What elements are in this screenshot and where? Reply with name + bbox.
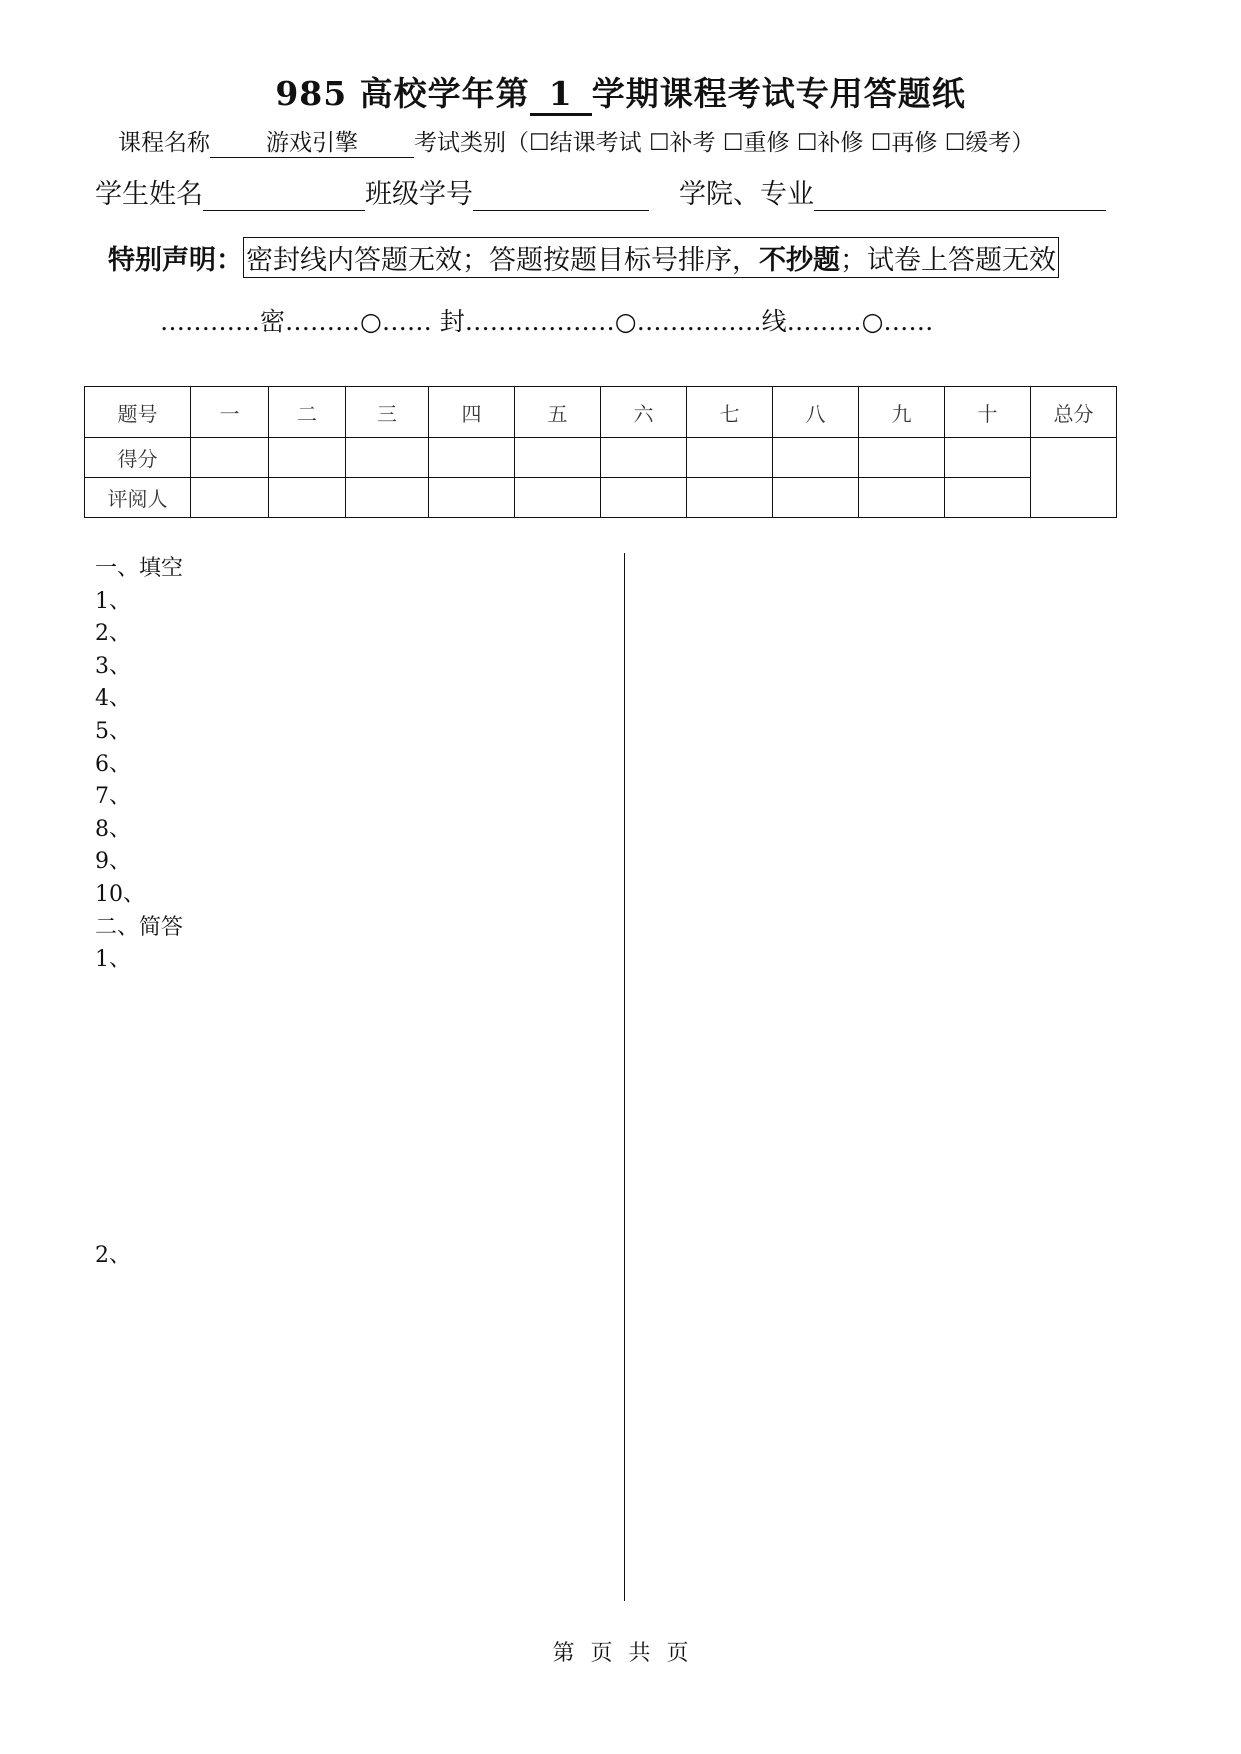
grader-cell[interactable] [191,478,269,518]
course-name-label: 课程名称 [118,130,210,156]
blank-item-7: 7、 [95,784,131,810]
total-score-cell[interactable] [1031,438,1117,518]
blank-item-9: 9、 [95,849,131,875]
section2-title: 二、简答 [95,914,184,940]
header-q8: 八 [773,387,859,438]
exam-type-option-resit[interactable]: ☐再修 [870,130,938,156]
college-major-label: 学院、专业 [679,179,814,210]
page-title [0,68,1241,116]
header-q2: 二 [269,387,346,438]
score-cell[interactable] [515,438,601,478]
blank-item-4: 4、 [95,686,131,712]
score-cell[interactable] [773,438,859,478]
title-suffix: 学期课程考试专用答题纸 [591,74,966,113]
blank-item-3: 3、 [95,653,131,679]
notice-box [243,237,1059,278]
grader-cell[interactable] [773,478,859,518]
notice-text-a: 密封线内答题无效；答题按题目标号排序， [246,245,759,276]
score-cell[interactable] [687,438,773,478]
score-row [85,438,1117,478]
special-notice [108,237,1059,278]
header-total: 总分 [1031,387,1117,438]
blank-item-5: 5、 [95,718,131,744]
score-cell[interactable] [601,438,687,478]
student-name-label: 学生姓名 [95,179,203,210]
header-q9: 九 [859,387,945,438]
blank-item-2: 2、 [95,621,131,647]
score-cell[interactable] [859,438,945,478]
exam-type-option-retake[interactable]: ☐重修 [722,130,790,156]
header-q3: 三 [346,387,429,438]
grader-cell[interactable] [429,478,515,518]
student-info-line [95,172,1106,211]
page-footer [0,1636,1241,1667]
exam-type-close: ） [1011,130,1035,156]
blank-item-10: 10、 [95,881,145,907]
score-table-header-row [85,387,1117,438]
header-q4: 四 [429,387,515,438]
score-table [84,386,1117,518]
grader-cell[interactable] [269,478,346,518]
notice-text-b: ；试卷上答题无效 [840,245,1056,276]
short-answer-2: 2、 [95,1243,131,1268]
grader-row-label: 评阅人 [85,478,191,518]
grader-cell[interactable] [945,478,1031,518]
college-major-field[interactable] [814,179,1106,211]
footer-page-label: 第 [552,1641,575,1666]
notice-label: 特别声明： [108,245,243,276]
grader-row [85,478,1117,518]
blank-item-6: 6、 [95,751,131,777]
grader-cell[interactable] [601,478,687,518]
column-divider [624,553,625,1601]
score-cell[interactable] [346,438,429,478]
exam-type-label: 考试类别（ [414,130,529,156]
score-cell[interactable] [191,438,269,478]
header-q10: 十 [945,387,1031,438]
notice-text-bold: 不抄题 [759,245,840,276]
score-cell[interactable] [269,438,346,478]
short-answer-1: 1、 [95,947,131,973]
header-q6: 六 [601,387,687,438]
score-cell[interactable] [429,438,515,478]
exam-type-option-deferred[interactable]: ☐缓考 [944,130,1012,156]
exam-type-option-supplementary[interactable]: ☐补修 [796,130,864,156]
grader-cell[interactable] [515,478,601,518]
grader-cell[interactable] [687,478,773,518]
answer-section-fill-blank [95,553,183,977]
footer-total-label: 共 [628,1641,651,1666]
blank-item-1: 1、 [95,588,131,614]
header-q1: 一 [191,387,269,438]
blank-item-8: 8、 [95,816,131,842]
class-id-label: 班级学号 [365,179,473,210]
header-q7: 七 [687,387,773,438]
title-prefix: 985 高校学年第 [275,74,530,113]
grader-cell[interactable] [859,478,945,518]
class-id-field[interactable] [473,179,649,211]
exam-type-option-makeup[interactable]: ☐补考 [648,130,716,156]
header-question-no: 题号 [85,387,191,438]
footer-page-unit: 页 [590,1641,613,1666]
header-q5: 五 [515,387,601,438]
course-info-line [118,124,1034,158]
course-name-field[interactable]: 游戏引擎 [210,124,414,158]
footer-total-unit: 页 [666,1641,689,1666]
student-name-field[interactable] [203,179,365,211]
score-cell[interactable] [945,438,1031,478]
seal-line: …………密………○…… 封………………○……………线………○…… [160,307,934,336]
grader-cell[interactable] [346,478,429,518]
exam-type-option-final[interactable]: ☐结课考试 [529,130,642,156]
score-row-label: 得分 [85,438,191,478]
section1-title: 一、填空 [95,556,184,581]
term-field[interactable]: 1 [530,74,592,116]
